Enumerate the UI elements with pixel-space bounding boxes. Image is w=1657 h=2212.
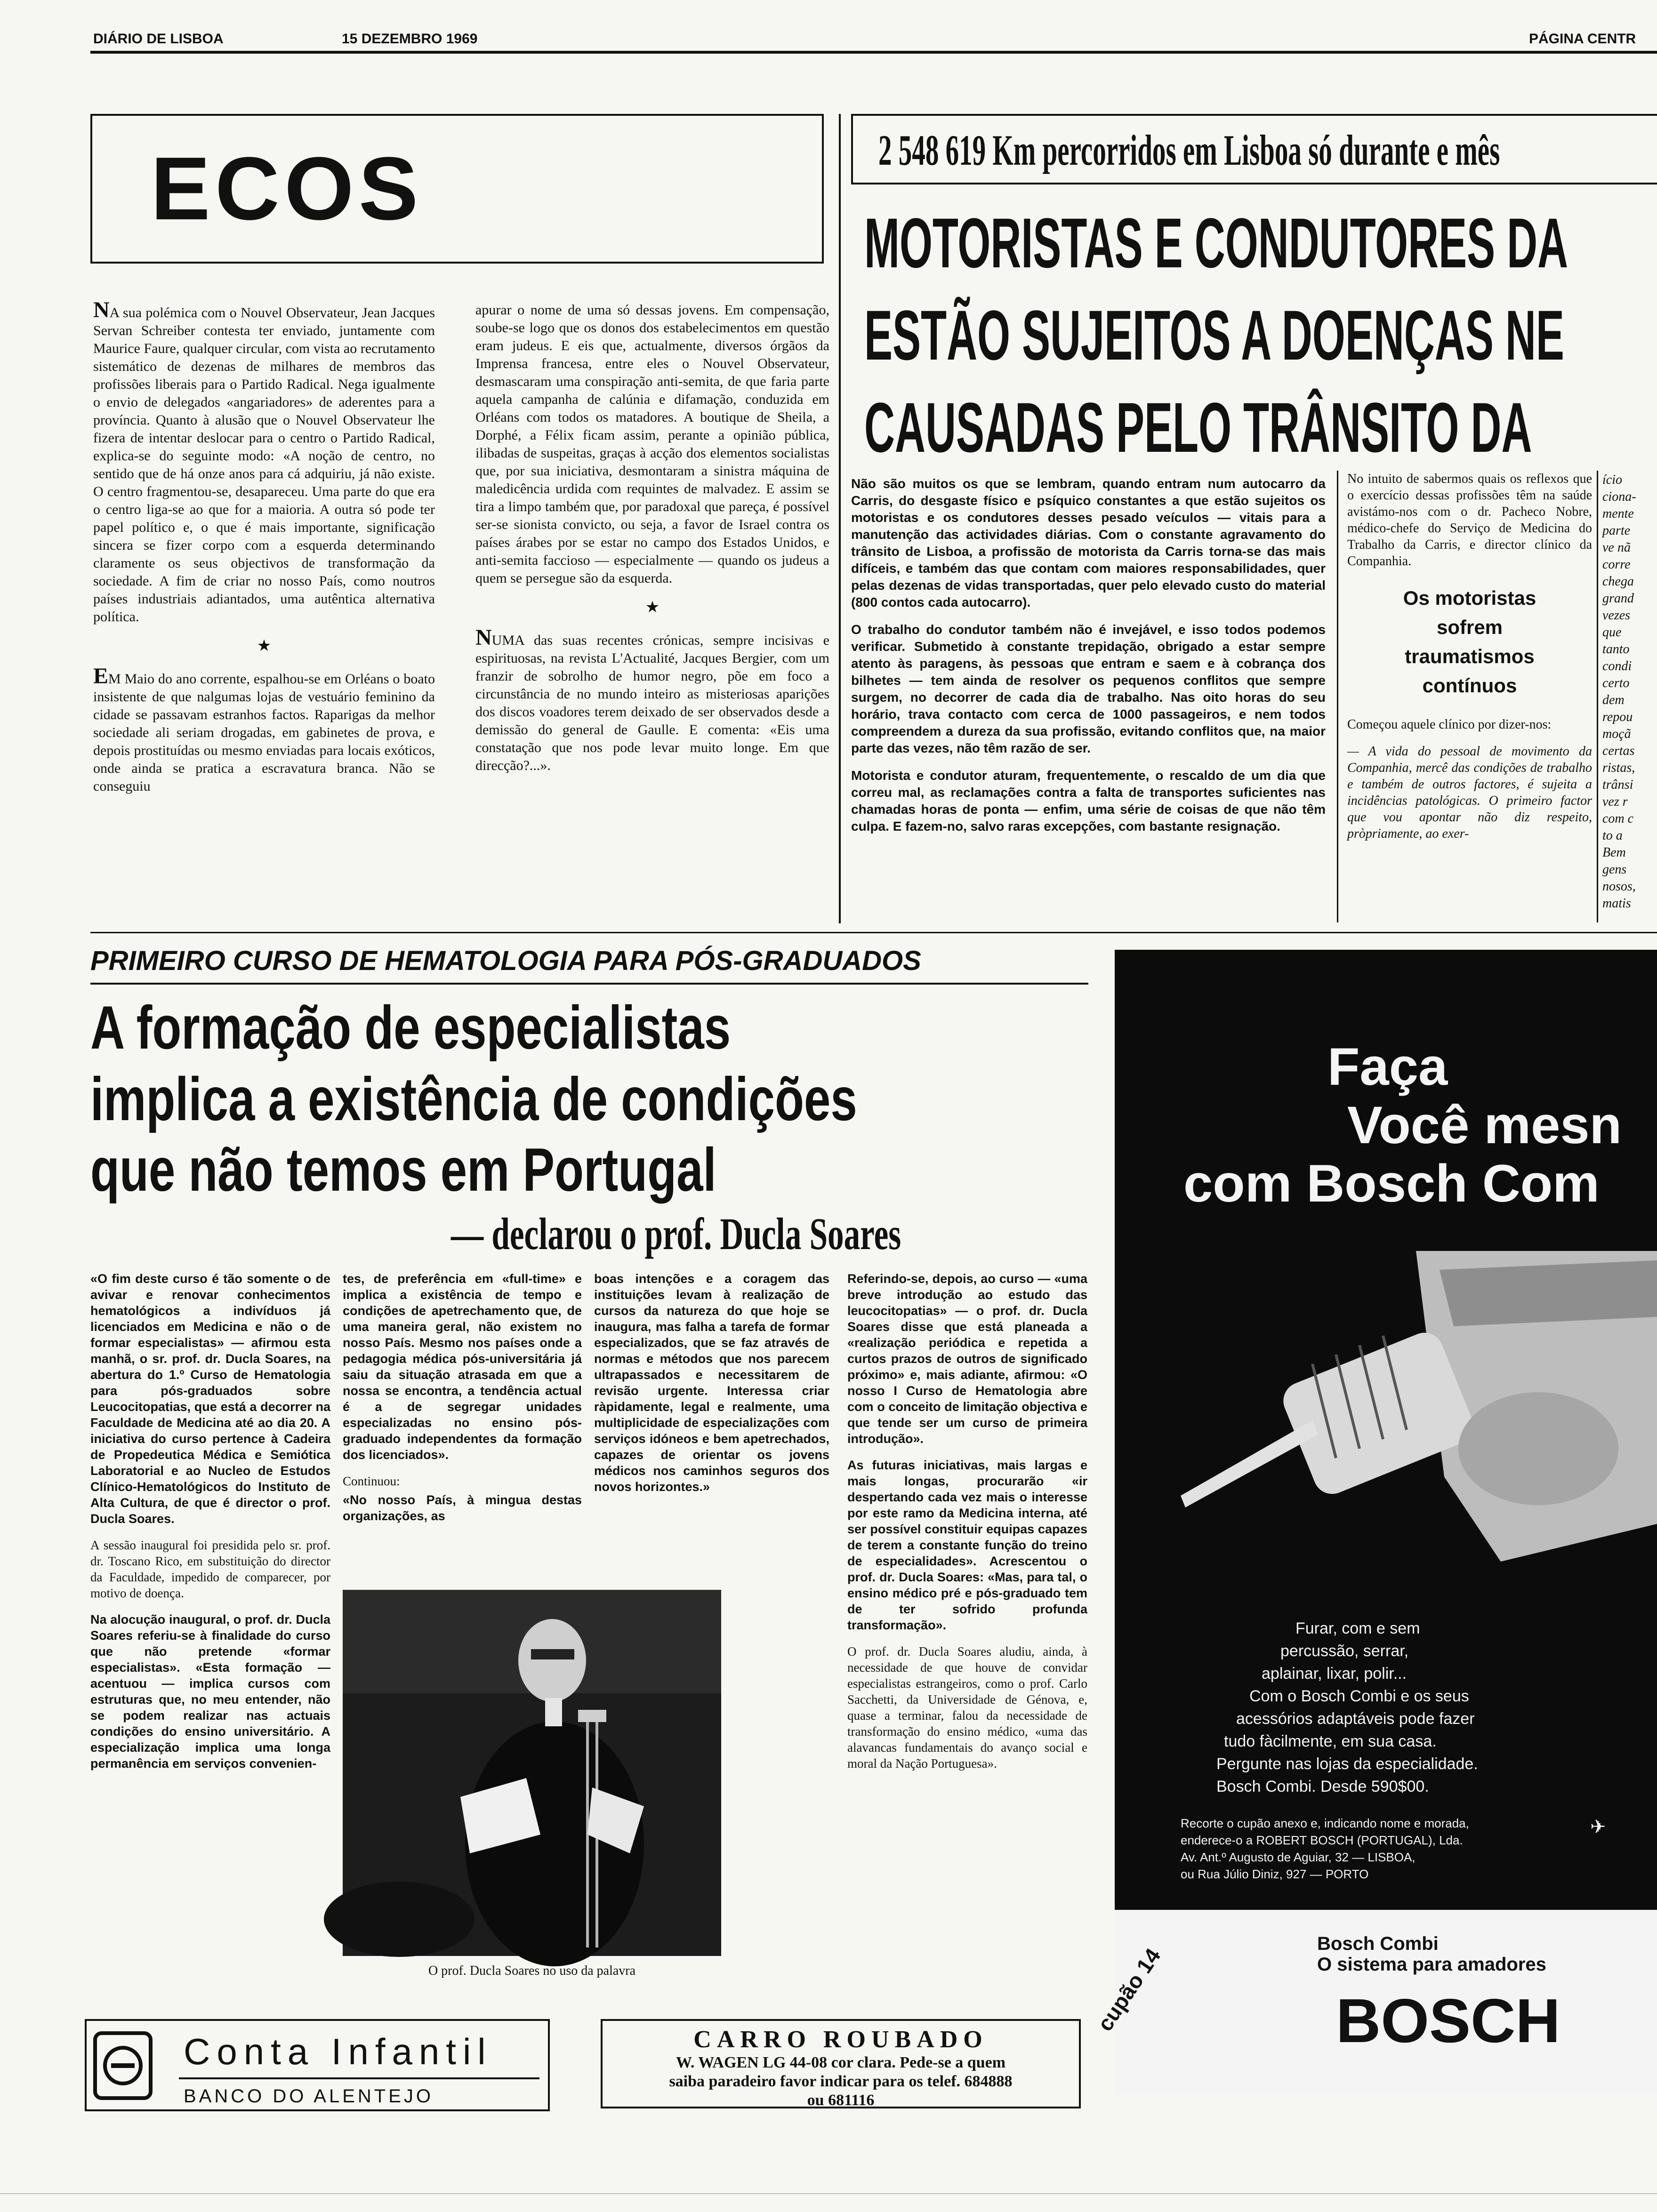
cut-column-fragment: matis (1602, 896, 1631, 911)
hema-headline-line-1: A formação de especialistas (90, 993, 731, 1062)
subhead-line: contínuos (1422, 674, 1517, 697)
cut-column-fragment: ve nã (1602, 540, 1631, 555)
ad-tagline-line-1: Bosch Combi (1317, 1933, 1439, 1954)
ad-headline-line-3: com Bosch Com (1183, 1154, 1600, 1213)
hema-column-1 (90, 1271, 330, 1782)
dropcap: N (93, 297, 110, 322)
cut-column-fragment: certas (1602, 744, 1635, 758)
cut-column-fragment: vezes (1602, 608, 1631, 623)
bosch-advert (1092, 950, 1657, 2094)
bank-logo-icon (92, 2030, 153, 2101)
hema-paragraph: Continuou: (343, 1474, 400, 1488)
transit-paragraph: Começou aquele clínico por dizer-nos: (1347, 717, 1552, 732)
ad-headline-line-1: Faça (1327, 1037, 1448, 1096)
transit-lede (851, 475, 1326, 845)
subhead-line: sofrem (1436, 616, 1503, 638)
ad-coupon-label: cupão 14 (1092, 1944, 1166, 2036)
ad-copy-line: percussão, serrar, (1280, 1642, 1409, 1660)
scan-edge (0, 2193, 1657, 2194)
section-rule (90, 932, 1657, 933)
ad-coupon-line: Av. Ant.º Augusto de Aguiar, 32 — LISBOA, (1181, 1850, 1416, 1864)
cut-column-fragment: Bem (1602, 845, 1626, 860)
conta-bank-name: BANCO DO ALENTEJO (184, 2086, 434, 2107)
ad-copy-line: acessórios adaptáveis pode fazer (1236, 1710, 1475, 1728)
bird-icon: ✈ (1590, 1816, 1606, 1837)
hema-paragraph: A sessão inaugural foi presidida pelo sr. prof. dr. Toscano Rico, em substituição do director da Faculdade, impedido de comparecer, por motivo de doença. (90, 1538, 330, 1600)
speaker-photo (343, 1590, 721, 1956)
transit-headline-line-3: CAUSADAS PELO TRÂNSITO DA (864, 388, 1532, 467)
hema-paragraph: Referindo-se, depois, ao curso — «uma breve introdução ao estudo das leucocitopatias» — o prof. dr. Ducla Soares disse que está planeada a «realização periódica e repetida a curtos prazos de outros de significado próximo» e, mais adiante, afirmou: «O nosso I Curso de Hematologia abre com o conceito de limitação objectiva e que tende ser um curso de primeira introdução». (847, 1272, 1087, 1446)
cut-column-fragment: certo (1602, 676, 1630, 690)
page-label: PÁGINA CENTR (1529, 31, 1636, 47)
ad-coupon-line: enderece-o a ROBERT BOSCH (PORTUGAL), Lda. (1181, 1833, 1463, 1847)
cut-column-fragment: grand (1602, 591, 1634, 606)
hema-paragraph: Na alocução inaugural, o prof. dr. Ducla Soares referiu-se à finalidade do curso que não pretende «formar especialistas». «Esta formação — acentuou — implica cursos com estruturas que, no meu entender, não se podem realizar nas actuais condições do ensino universitário. A especialização implica uma longa permanência em serviços convenien- (90, 1612, 330, 1771)
hema-paragraph: boas intenções e a coragem das instituições levam à realização de cursos da natureza do que hoje se inaugura, mas falha a tarefa de formar especializados, que se faz através de normas e métodos que nos parecem ultrapassados e necessitarem de revisão urgente. Interessa criar ràpidamente, legal e realmente, uma multiplicidade de especializações com serviços idóneos e bem apetrechados, capazes de orientar os jovens médicos nos caminhos seguros dos novos horizontes.» (594, 1272, 829, 1494)
cut-column-fragment: parte (1602, 523, 1631, 538)
ad-tagline-line-2: O sistema para amadores (1317, 1954, 1546, 1975)
ecos-item-orleans: M Maio do ano corrente, espalhou-se em Orléans o boato insistente de que nalgumas lojas de vestuário feminino da cidade se passavam estranhos factos. Raparigas da melhor sociedade ali seriam drogadas, em gabinetes de prova, e depois prostituídas ou mesmo enviadas para locais exóticos, onde ainda se pratica a escravatura branca. Não se conseguiu (93, 671, 435, 794)
transit-paragraph: — A vida do pessoal de movimento da Companhia, mercê das condições de trabalho e também de outros factores, é sujeita a incidências patológicas. O primeiro factor que vou apontar não diz respeito, pròpriamente, ao exer- (1347, 744, 1592, 841)
ad-headline-line-2: Você mesn (1347, 1096, 1622, 1154)
issue-date: 15 DEZEMBRO 1969 (342, 31, 478, 47)
drill-illustration (1115, 1232, 1657, 1580)
ad-copy-line: aplainar, lixar, polir... (1262, 1665, 1407, 1683)
ecos-item-bergier: UMA das suas recentes crónicas, sempre incisivas e espirituosas, na revista L'Actualité, Jacques Bergier, com um franzir de sobrolho de humor negro, põe em foco a circunstância de no mundo inteiro as misteriosas aparições dos discos voadores terem deixado de ser observados desde a demissão do general de Gaulle. E comenta: «Eis uma constatação que nos pode levar muito longe. Em que direcção?...». (475, 633, 829, 773)
separator-star: ★ (645, 599, 660, 616)
separator-star: ★ (257, 637, 272, 655)
hema-column-4 (847, 1271, 1087, 1782)
column-rule (839, 114, 841, 923)
cut-column-fragment: ício (1602, 473, 1622, 487)
subhead-line: traumatismos (1405, 645, 1535, 667)
transit-paragraph: Não são muitos os que se lembram, quando entram num autocarro da Carris, do desgaste físico e psíquico constantes a que estão sujeitos os motoristas e os condutores desses pesado veículos — vitais para a manutenção das actividades diárias. Com o constante agravamento do trânsito de Lisboa, a profissão de motorista da Carris torna-se das mais difíceis, e também das que contam com maiores responsabilidades, quer pelas dezenas de vidas transportadas, quer pelo elevado custo do material (800 contos cada autocarro). (851, 476, 1326, 609)
ad-copy-line: tudo fàcilmente, em sua casa. (1224, 1732, 1437, 1750)
hema-paragraph: «No nosso País, à mingua destas organizações, as (343, 1493, 582, 1523)
header-rule (90, 51, 1657, 54)
hema-paragraph: As futuras iniciativas, mais largas e mais longas, procurarão «ir despertando cada vez mais o interesse por este ramo da Medicina interna, até ser possível constituir equipas capazes de terem a constante função do treino de especialidades». Acrescentou o prof. dr. Ducla Soares: «Mas, para tal, o ensino médico pré e pós-graduado tem de ter sofrido profunda transformação». (847, 1458, 1087, 1632)
carro-line: W. WAGEN LG 44-08 cor clara. Pede-se a quem (676, 2054, 1006, 2071)
ad-coupon-line: ou Rua Júlio Diniz, 927 — PORTO (1181, 1867, 1369, 1881)
cut-column-fragment: to a (1602, 828, 1623, 843)
hema-headline-line-2: implica a existência de condições (90, 1065, 857, 1133)
column-rule (1337, 471, 1338, 922)
transit-headline-line-2: ESTÃO SUJEITOS A DOENÇAS NE (864, 296, 1564, 375)
hema-column-3 (594, 1271, 829, 1505)
transit-paragraph: Motorista e condutor aturam, frequentemente, o rescaldo de um dia que correu mal, as reclamações contra a falta de transportes suficientes nas chamadas horas de ponta — enfim, uma série de coisas de que não têm culpa. E fazem-no, salvo raras excepções, com bastante resignação. (851, 768, 1326, 834)
transit-subhead (1347, 584, 1592, 700)
ecos-column-1 (93, 297, 435, 806)
transit-paragraph: No intuito de sabermos quais os reflexos que o exercício dessas profissões têm na saúde avistámo-nos com o dr. Pacheco Nobre, médico-chefe do Serviço de Medicina do Trabalho da Carris, e director clínico da Companhia. (1347, 472, 1592, 569)
hema-headline-line-3: que não temos em Portugal (90, 1135, 716, 1204)
dropcap: N (475, 625, 492, 650)
carro-roubado-ad (601, 2019, 1081, 2108)
cut-column-fragment: com c (1602, 811, 1634, 826)
ad-copy-line: Com o Bosch Combi e os seus (1249, 1687, 1469, 1705)
cut-column-fragment: ciona- (1602, 489, 1636, 504)
ecos-column-2 (475, 301, 829, 785)
paper-name: DIÁRIO DE LISBOA (93, 31, 224, 47)
cut-column-fragment: corre (1602, 557, 1631, 572)
speaker-photo-image (343, 1590, 721, 1956)
carro-title: CARRO ROUBADO (693, 2026, 988, 2053)
hema-byline: — declarou o prof. Ducla Soares (451, 1209, 901, 1259)
cut-column-fragment: chega (1602, 574, 1634, 589)
conta-title: Conta Infantil (184, 2031, 492, 2072)
subhead-line: Os motoristas (1403, 587, 1536, 609)
cut-column-fragment: moçã (1602, 727, 1631, 741)
conta-infantil-ad (85, 2019, 550, 2111)
cut-column-fragment: mente (1602, 506, 1634, 521)
cut-column-fragment: tanto (1602, 642, 1630, 657)
cut-column-fragment: vez r (1602, 794, 1628, 809)
ad-copy-line: Bosch Combi. Desde 590$00. (1216, 1778, 1429, 1795)
cut-column-fragment: ristas, (1602, 761, 1635, 775)
hema-paragraph: O prof. dr. Ducla Soares aludiu, ainda, à necessidade de que houve de convidar especialistas estrangeiros, como o prof. Carlo Sacchetti, da Universidade de Génova, e, quase a terminar, falou da necessidade de transformação do ensino médico, «uma das alavancas fundamentais do avanço social e moral da Nação Portuguesa». (847, 1644, 1087, 1771)
transit-headline-line-1: MOTORISTAS E CONDUTORES DA (864, 203, 1569, 282)
hema-paragraph: «O fim deste curso é tão somente o de avivar e renovar conhecimentos hematológicos a indivíduos já licenciados em Medicina e não o de formar especialistas» — afirmou esta manhã, o sr. prof. dr. Ducla Soares, na abertura do 1.º Curso de Hematologia para pós-graduados sobre Leucocitopatias, que está a decorrer na Faculdade de Medicina até ao dia 20. A iniciativa do curso pertence à Cadeira de Propedeutica Médica e Semiótica Laboratorial e ao Nucleo de Estudos Clínico-Hematológicos do Instituto de Alta Cultura, de que é director o prof. Ducla Soares. (90, 1272, 330, 1526)
transit-kicker: 2 548 619 Km percorridos em Lisboa só durante e mês (878, 126, 1500, 174)
cut-column-fragment: nosos, (1602, 879, 1636, 894)
hema-kicker: PRIMEIRO CURSO DE HEMATOLOGIA PARA PÓS-GRADUADOS (90, 946, 921, 976)
hema-paragraph: tes, de preferência em «full-time» e implica a existência de tempo e condições de apetrechamento que, de uma maneira geral, não existem no nosso País. Mesmo nos países onde a pedagogia médica pós-universitária já saiu da situação atrasada em que a nossa se encontra, a tendência actual é a de segregar unidades especializadas no ensino pós-graduado independentes da formação dos licenciados». (343, 1272, 582, 1462)
column-rule (1597, 471, 1598, 922)
bosch-logo: BOSCH (1336, 1986, 1560, 2055)
cut-column-fragment: condi (1602, 659, 1632, 673)
photo-caption: O prof. Ducla Soares no uso da palavra (428, 1964, 636, 1978)
ad-copy-line: Furar, com e sem (1295, 1619, 1420, 1637)
hema-column-2 (343, 1271, 582, 1534)
ecos-title: ECOS (151, 139, 423, 239)
cut-column-fragment: que (1602, 625, 1622, 640)
dropcap: E (93, 664, 109, 689)
ad-coupon-line: Recorte o cupão anexo e, indicando nome e morada, (1181, 1816, 1469, 1830)
conta-rule (179, 2077, 539, 2079)
cut-column-fragment: dem (1602, 693, 1625, 707)
kicker-rule (90, 983, 1088, 985)
transit-paragraph: O trabalho do condutor também não é invejável, e isso todos podemos verificar. Submetido à constante trepidação, obrigado a estar sempre atento às paragens, às pessoas que entram e saem e à cobrança dos bilhetes — tem ainda de resolver os pequenos conflitos que sempre surgem, no decorrer de cada dia de trabalho. Nas oito horas do seu horário, trava contacto com cerca de 1000 passageiros, e nem todos compreendem a dureza da sua profissão, evitando conflitos que, na maior parte das vezes, não têm razão de ser. (851, 622, 1326, 755)
cut-column-fragment: repou (1602, 710, 1633, 724)
cut-column-fragment: trânsi (1602, 777, 1633, 792)
ad-copy-line: Pergunte nas lojas da especialidade. (1216, 1755, 1478, 1773)
carro-line: saiba paradeiro favor indicar para os telef. 684888 (669, 2073, 1013, 2090)
cut-column-fragment: gens (1602, 862, 1627, 877)
carro-line: ou 681116 (807, 2092, 875, 2109)
ecos-item-servan-schreiber: A sua polémica com o Nouvel Observateur, Jean Jacques Servan Schreiber contesta ter enviado, juntamente com Maurice Faure, qualquer circular, com vista ao recrutamento sistemático de dezenas de milhares de membros das profissões liberais para o Partido Radical. Nega igualmente o envio de delegados «angariadores» de aderentes para a província. Quanto à alusão que o Nouvel Observateur lhe fizera de intentar deslocar para o centro o Partido Radical, explica-se do seguinte modo: «A noção de centro, no sentido que de há onze anos para cá adquiriu, já não existe. O centro fragmentou-se, desapareceu. Uma parte do que era o centro liga-se ao que for a maioria. A outra só pode ter papel político e, o que é mais importante, significação sincera se fizer corpo com a esquerda determinando claramente os seus objectivos de transformação da sociedade. A fim de criar no nosso País, como noutros países industriais adiantados, uma autêntica alternativa política. (93, 305, 435, 625)
ecos-item-orleans-continued: apurar o nome de uma só dessas jovens. Em compensação, soube-se logo que os donos dos estabelecimentos em questão eram judeus. E eis que, actualmente, diversos órgãos da Imprensa francesa, entre eles o Nouvel Observateur, desmascaram uma conspiração anti-semita, de que faria parte aquela campanha de calúnia e difamação, conduzida em Orléans com todos os matadores. A boutique de Sheila, a Dorphé, a Félix ficam assim, perante a opinião pública, ilibadas de suspeitas, graças à acção dos elementos socialistas que, por sua iniciativa, desmontaram a sinistra máquina de maledicência urdida com requintes de malvadez. E assim se tira a limpo também que, por paradoxal que pareça, é possível ser-se sionista convicto, ou seja, a favor de Israel contra os países árabes por se estar no campo dos Estados Unidos, e anti-semita faccioso — especialmente — quando os judeus a quem se persegue são da esquerda. (475, 302, 829, 586)
transit-cut-column (1602, 472, 1657, 912)
transit-side-column (1347, 471, 1592, 852)
